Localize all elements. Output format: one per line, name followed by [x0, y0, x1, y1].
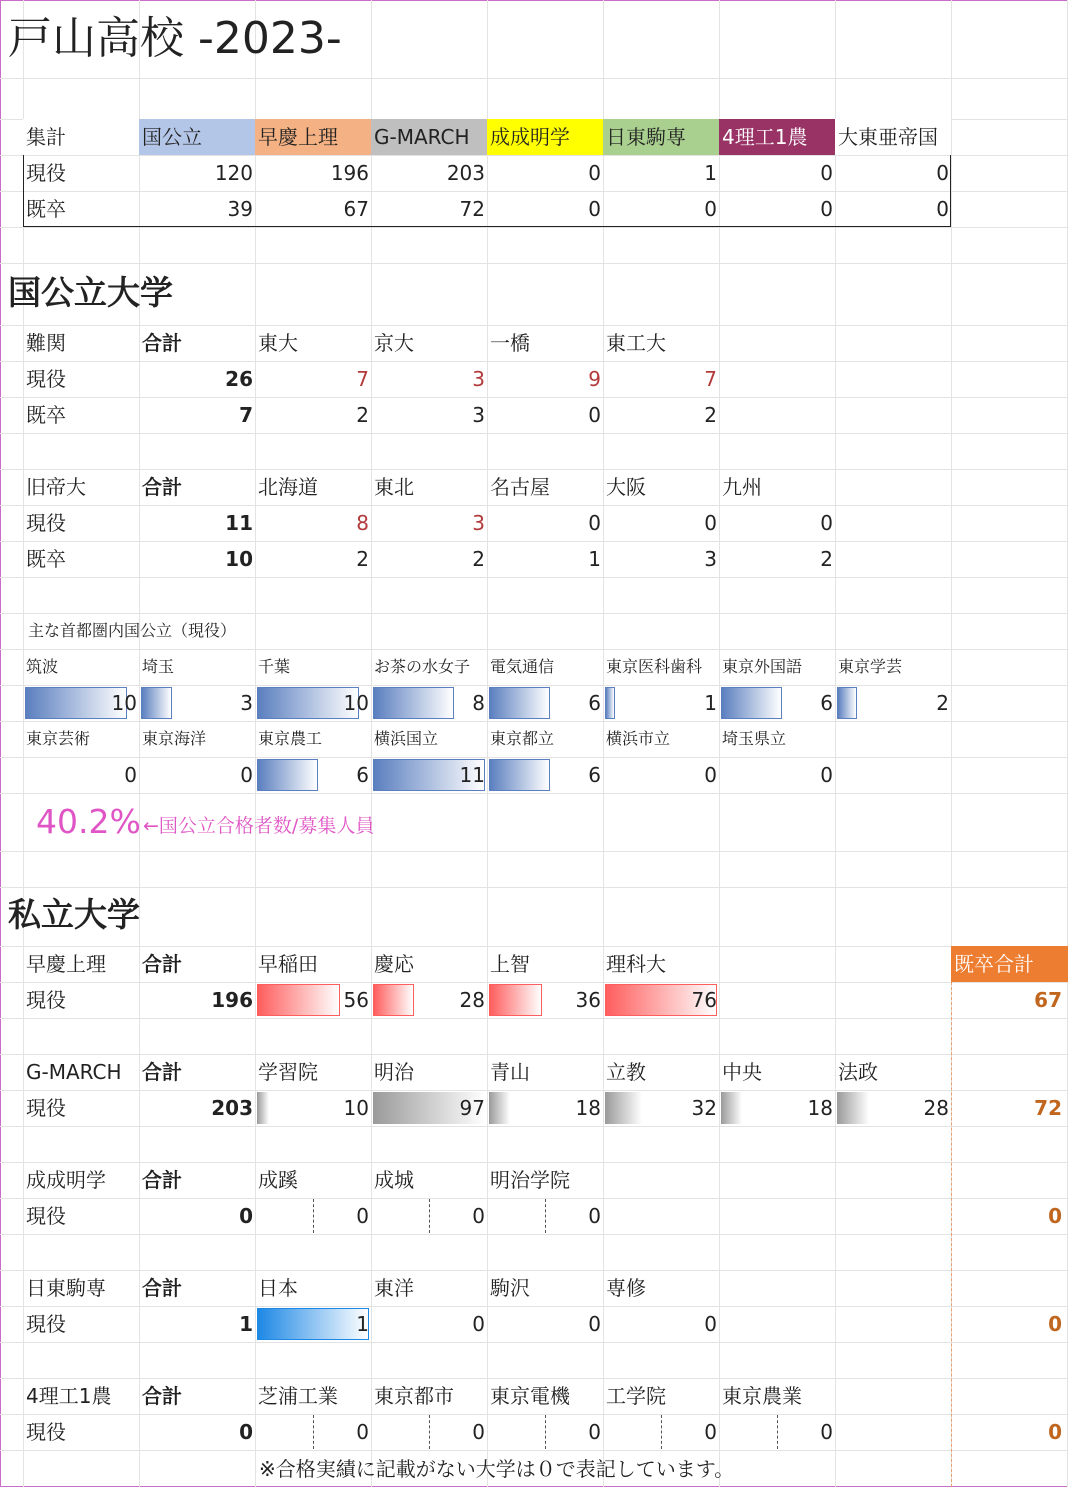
- university-count: 10: [343, 1096, 369, 1120]
- university-count: 0: [588, 1312, 601, 1336]
- shutoken-count: 1: [704, 691, 717, 715]
- shutoken-count: 3: [240, 691, 253, 715]
- university-name: 成城: [374, 1168, 414, 1192]
- kisotsu-total: 72: [1034, 1096, 1062, 1120]
- grid-row-line: [0, 78, 1068, 79]
- row-total: 0: [239, 1204, 253, 1228]
- shutoken-university-name: 東京外国語: [722, 657, 803, 676]
- summary-value: 72: [459, 197, 485, 221]
- summary-value: 0: [704, 197, 717, 221]
- university-count: 0: [472, 1312, 485, 1336]
- university-count: 2: [704, 403, 717, 427]
- summary-value: 0: [588, 197, 601, 221]
- summary-header-5: 日東駒専: [603, 119, 719, 155]
- row-label: 現役: [26, 1312, 66, 1336]
- grid-row-line: [0, 433, 1068, 434]
- shutoken-count: 6: [820, 691, 833, 715]
- university-name: 九州: [722, 475, 762, 499]
- grid-row-line: [0, 1450, 1068, 1451]
- kyuteidai-label: 旧帝大: [26, 475, 86, 499]
- row-label: 現役: [26, 511, 66, 535]
- summary-value: 0: [820, 197, 833, 221]
- shutoken-university-name: 東京芸術: [26, 729, 91, 748]
- university-count: 0: [588, 511, 601, 535]
- university-name: 一橋: [490, 331, 530, 355]
- nankan-label: 難関: [26, 331, 66, 355]
- summary-header-2: 早慶上理: [255, 119, 371, 155]
- university-name: 上智: [490, 952, 530, 976]
- university-name: 芝浦工業: [258, 1384, 338, 1408]
- shutoken-university-name: 千葉: [258, 657, 291, 676]
- private-group-label: 成成明学: [26, 1168, 106, 1192]
- summary-row-label: 既卒: [26, 197, 66, 221]
- grid-row-line: [0, 887, 1068, 888]
- page-title: 戸山高校 -2023-: [8, 13, 342, 64]
- university-count: 2: [472, 547, 485, 571]
- private-group-label: G-MARCH: [26, 1060, 122, 1084]
- university-name: 明治学院: [490, 1168, 570, 1192]
- university-name: 東京都市: [374, 1384, 454, 1408]
- university-name: 東洋: [374, 1276, 414, 1300]
- university-name: 立教: [606, 1060, 646, 1084]
- university-count: 8: [356, 511, 369, 535]
- university-name: 日本: [258, 1276, 298, 1300]
- university-name: 駒沢: [490, 1276, 530, 1300]
- grid-row-line: [0, 1126, 1068, 1127]
- shutoken-university-name: 筑波: [26, 657, 59, 676]
- row-label: 現役: [26, 1204, 66, 1228]
- university-count: 0: [356, 1420, 369, 1444]
- university-name: 東京電機: [490, 1384, 570, 1408]
- row-total: 7: [239, 403, 253, 427]
- university-count: 3: [472, 511, 485, 535]
- kisotsu-column-divider: [951, 982, 952, 1487]
- row-total: 0: [239, 1420, 253, 1444]
- row-label: 既卒: [26, 403, 66, 427]
- university-count: 0: [820, 511, 833, 535]
- university-name: 慶応: [374, 952, 414, 976]
- university-count: 2: [356, 403, 369, 427]
- university-count: 28: [459, 988, 485, 1012]
- row-label: 現役: [26, 988, 66, 1012]
- university-name: 東大: [258, 331, 298, 355]
- university-name: 北海道: [258, 475, 318, 499]
- shutoken-count: 0: [704, 763, 717, 787]
- university-count: 0: [356, 1204, 369, 1228]
- summary-header-1: 国公立: [139, 119, 255, 155]
- nankan-total-label: 合計: [142, 331, 182, 355]
- shutoken-count: 2: [936, 691, 949, 715]
- summary-value: 1: [704, 161, 717, 185]
- university-name: 法政: [838, 1060, 878, 1084]
- university-name: 理科大: [606, 952, 666, 976]
- university-name: 早稲田: [258, 952, 318, 976]
- shutoken-university-name: 電気通信: [490, 657, 555, 676]
- shutoken-university-name: 東京農工: [258, 729, 323, 748]
- university-name: 東北: [374, 475, 414, 499]
- private-total-label: 合計: [142, 952, 182, 976]
- shutoken-count: 6: [588, 763, 601, 787]
- shutoken-university-name: 東京学芸: [838, 657, 903, 676]
- summary-header-6: 4理工1農: [719, 119, 835, 155]
- grid-row-line: [0, 227, 1068, 228]
- shutoken-university-name: 東京医科歯科: [606, 657, 703, 676]
- university-name: 京大: [374, 331, 414, 355]
- shutoken-count: 8: [472, 691, 485, 715]
- summary-value: 0: [588, 161, 601, 185]
- shutoken-count: 6: [588, 691, 601, 715]
- university-count: 0: [472, 1204, 485, 1228]
- shutoken-count: 6: [356, 763, 369, 787]
- summary-value: 120: [214, 161, 253, 185]
- row-label: 既卒: [26, 547, 66, 571]
- private-total-label: 合計: [142, 1276, 182, 1300]
- university-count: 2: [820, 547, 833, 571]
- kisotsu-total: 0: [1048, 1420, 1062, 1444]
- shutoken-count: 0: [240, 763, 253, 787]
- university-name: 青山: [490, 1060, 530, 1084]
- university-count: 9: [588, 367, 601, 391]
- private-total-label: 合計: [142, 1168, 182, 1192]
- shutoken-university-name: 埼玉: [142, 657, 175, 676]
- row-total: 1: [239, 1312, 253, 1336]
- summary-value: 39: [227, 197, 253, 221]
- shutoken-count: 11: [459, 763, 485, 787]
- kokkoritsu-ratio: 40.2%: [36, 802, 141, 841]
- kokkoritsu-heading: 国公立大学: [8, 273, 173, 312]
- summary-header-7: 大東亜帝国: [835, 119, 951, 155]
- university-count: 3: [472, 367, 485, 391]
- university-count: 32: [691, 1096, 717, 1120]
- row-total: 203: [211, 1096, 253, 1120]
- summary-value: 67: [343, 197, 369, 221]
- grid-row-line: [0, 1234, 1068, 1235]
- summary-value: 203: [446, 161, 485, 185]
- shutoken-university-name: 埼玉県立: [722, 729, 787, 748]
- grid-row-line: [0, 1018, 1068, 1019]
- university-count: 97: [459, 1096, 485, 1120]
- shutoken-count: 10: [111, 691, 137, 715]
- university-count: 7: [704, 367, 717, 391]
- private-total-label: 合計: [142, 1060, 182, 1084]
- grid-row-line: [0, 793, 1068, 794]
- private-group-label: 日東駒専: [26, 1276, 106, 1300]
- university-count: 1: [356, 1312, 369, 1336]
- kisotsu-total-header: 既卒合計: [951, 946, 1068, 982]
- shutoken-count: 0: [820, 763, 833, 787]
- grid-row-line: [0, 851, 1068, 852]
- shutoken-count: 10: [343, 691, 369, 715]
- private-group-label: 4理工1農: [26, 1384, 112, 1408]
- university-count: 3: [472, 403, 485, 427]
- university-count: 28: [923, 1096, 949, 1120]
- kokkoritsu-ratio-note: ←国公立合格者数/募集人員: [143, 815, 375, 837]
- shutoken-university-name: 東京都立: [490, 729, 555, 748]
- university-count: 18: [807, 1096, 833, 1120]
- university-name: 大阪: [606, 475, 646, 499]
- shutoken-university-name: お茶の水女子: [374, 657, 471, 676]
- summary-row-label: 現役: [26, 161, 66, 185]
- row-total: 26: [225, 367, 253, 391]
- university-count: 18: [575, 1096, 601, 1120]
- kyuteidai-total-label: 合計: [142, 475, 182, 499]
- university-count: 36: [575, 988, 601, 1012]
- kisotsu-total: 67: [1034, 988, 1062, 1012]
- university-count: 2: [356, 547, 369, 571]
- summary-header-0: 集計: [23, 119, 139, 155]
- university-name: 東工大: [606, 331, 666, 355]
- grid-row-line: [0, 1342, 1068, 1343]
- university-count: 0: [588, 403, 601, 427]
- summary-value: 0: [936, 161, 949, 185]
- university-count: 0: [588, 1420, 601, 1444]
- kisotsu-total: 0: [1048, 1312, 1062, 1336]
- summary-header-4: 成成明学: [487, 119, 603, 155]
- summary-value: 0: [820, 161, 833, 185]
- shutoken-count: 0: [124, 763, 137, 787]
- university-count: 3: [704, 547, 717, 571]
- university-name: 工学院: [606, 1384, 666, 1408]
- shiritsu-heading: 私立大学: [8, 895, 140, 934]
- university-count: 0: [704, 1420, 717, 1444]
- university-name: 専修: [606, 1276, 646, 1300]
- row-label: 現役: [26, 1096, 66, 1120]
- university-count: 0: [820, 1420, 833, 1444]
- footnote: ※合格実績に記載がない大学は０で表記しています。: [259, 1457, 735, 1481]
- row-label: 現役: [26, 367, 66, 391]
- shutoken-university-name: 東京海洋: [142, 729, 207, 748]
- private-group-label: 早慶上理: [26, 952, 106, 976]
- row-total: 196: [211, 988, 253, 1012]
- university-count: 0: [704, 511, 717, 535]
- university-name: 明治: [374, 1060, 414, 1084]
- row-label: 現役: [26, 1420, 66, 1444]
- university-count: 1: [588, 547, 601, 571]
- grid-row-line: [0, 263, 1068, 264]
- university-count: 56: [343, 988, 369, 1012]
- summary-value: 196: [330, 161, 369, 185]
- university-count: 0: [588, 1204, 601, 1228]
- university-name: 学習院: [258, 1060, 318, 1084]
- row-total: 10: [225, 547, 253, 571]
- shutoken-university-name: 横浜市立: [606, 729, 671, 748]
- grid-row-line: [0, 577, 1068, 578]
- shutoken-university-name: 横浜国立: [374, 729, 439, 748]
- row-total: 11: [225, 511, 253, 535]
- university-count: 0: [704, 1312, 717, 1336]
- university-count: 7: [356, 367, 369, 391]
- university-name: 名古屋: [490, 475, 550, 499]
- university-name: 成蹊: [258, 1168, 298, 1192]
- university-name: 中央: [722, 1060, 762, 1084]
- summary-value: 0: [936, 197, 949, 221]
- kisotsu-total: 0: [1048, 1204, 1062, 1228]
- shutoken-label: 主な首都圏内国公立（現役）: [28, 621, 237, 640]
- summary-header-3: G-MARCH: [371, 119, 487, 155]
- private-total-label: 合計: [142, 1384, 182, 1408]
- university-count: 76: [691, 988, 717, 1012]
- university-count: 0: [472, 1420, 485, 1444]
- university-name: 東京農業: [722, 1384, 802, 1408]
